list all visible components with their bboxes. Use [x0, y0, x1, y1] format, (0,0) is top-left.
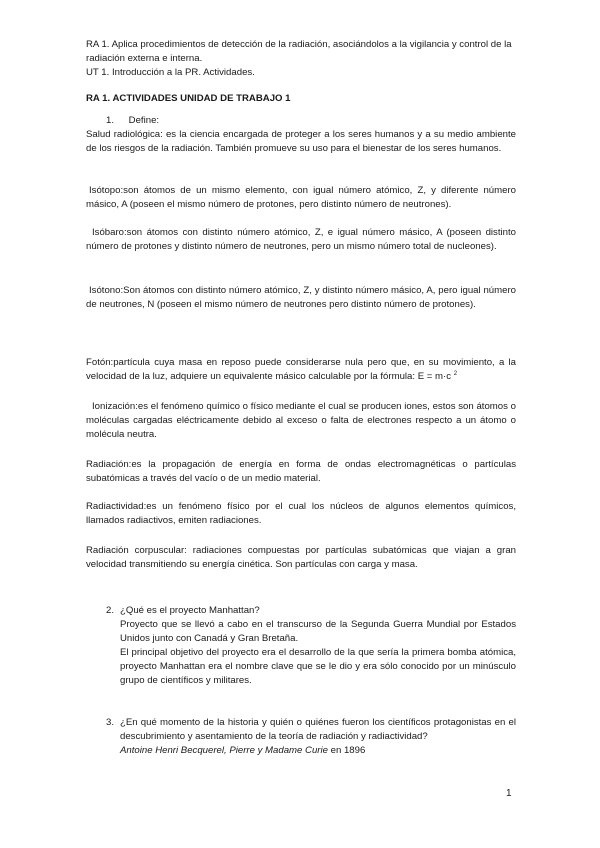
q1-label: Define: [128, 115, 160, 126]
definition-term: Isótono: [89, 285, 124, 296]
q3-number: 3. [106, 717, 115, 728]
definition-text: partícula cuya masa en reposo puede considerarse nula pero que, en su movimiento, a la velocidad de la luz, adquiere un equivalente másico calculable por la fórmula: E = m·c [86, 357, 516, 382]
q2-question: ¿Qué es el proyecto Manhattan? [120, 605, 260, 616]
definition-text: son átomos de un mismo elemento, con igual número atómico, Z, y diferente número másico, A (poseen el mismo número de protones, pero distinto número de neutrones). [86, 185, 516, 210]
q3-block [120, 716, 516, 758]
definition-text: radiaciones compuestas por partículas subatómicas que viajan a gran velocidad transmitiendo su energía cinética. Son partículas con carga y masa. [86, 545, 516, 570]
definition-text: Son átomos con distinto número atómico, Z, y distinto número másico, A, pero igual número de neutrones, N (poseen el mismo número de neutrones pero distinto número de protones). [86, 285, 516, 310]
definition-term: Salud radiológica: [86, 129, 163, 140]
definition-text: es la propagación de energía en forma de ondas electromagnéticas o partículas subatómicas a través del vacío o de un medio material. [86, 459, 516, 484]
definition-term: Radiación: [86, 459, 132, 470]
definition-term: Isóbaro: [92, 227, 127, 238]
q1-number: 1. [106, 115, 115, 126]
definition-text: es el fenómeno químico o físico mediante el cual se producen iones, estos son átomos o moléculas cargadas eléctricamente debido al exceso o falta de electrones respecto a un átomo o molécula neutra. [86, 401, 516, 440]
definition-foton [86, 356, 516, 384]
definition-term: Fotón: [86, 357, 114, 368]
definition-term: Radiactividad: [86, 501, 147, 512]
definition-salud [86, 128, 516, 156]
q2-answer-p1: Proyecto que se llevó a cabo en el transcurso de la Segunda Guerra Mundial por Estados Unidos junto con Canadá y Gran Bretaña. [120, 619, 516, 644]
definition-radiactividad [86, 500, 516, 528]
definition-term: Radiación corpuscular: [86, 545, 187, 556]
definition-term: Isótopo: [89, 185, 124, 196]
q2-block [120, 604, 516, 688]
definition-text: es la ciencia encargada de proteger a los seres humanos y a su medio ambiente de los riesgos de la radiación. También promueve su uso para el bienestar de los seres humanos. [86, 129, 516, 154]
q3-answer [120, 744, 516, 758]
q3-question: ¿En qué momento de la historia y quién o quiénes fueron los científicos protagonistas en el descubrimiento y asentamiento de la teoría de radiación y radiactividad? [120, 717, 516, 742]
q2-number: 2. [106, 605, 115, 616]
q2-answer-p2: El principal objetivo del proyecto era el desarrollo de la que sería la primera bomba atómica, proyecto Manhattan era el nombre clave que se le dio y era sólo conocido por un minúsculo grupo de científicos y militares. [120, 647, 516, 686]
definition-isobaro [86, 226, 516, 254]
definition-term: Ionización: [92, 401, 138, 412]
definition-text: son átomos con distinto número atómico, Z, e igual número másico, A (poseen distinto número de protones y distinto número de neutrones, pero un mismo número total de nucleones). [86, 227, 516, 252]
definition-radiacion-corpuscular [86, 544, 516, 572]
header-ut-line: UT 1. Introducción a la PR. Actividades. [86, 67, 255, 78]
definition-ionizacion [86, 400, 516, 442]
definition-isotopo [86, 184, 516, 212]
header-ra-line: RA 1. Aplica procedimientos de detección de la radiación, asociándolos a la vigilancia y control de la radiación externa e interna. [86, 39, 512, 64]
page-number: 1 [506, 788, 512, 799]
q1-heading [86, 114, 516, 128]
q3-answer-names: Antoine Henri Becquerel, Pierre y Madame Curie [120, 745, 328, 756]
section-title: RA 1. ACTIVIDADES UNIDAD DE TRABAJO 1 [86, 93, 291, 104]
definition-isotono [86, 284, 516, 312]
exponent: 2 [453, 370, 458, 377]
definition-radiacion [86, 458, 516, 486]
definition-text: es un fenómeno físico por el cual los núcleos de algunos elementos químicos, llamados radiactivos, emiten radiaciones. [86, 501, 516, 526]
q3-answer-year: en 1896 [327, 745, 366, 756]
